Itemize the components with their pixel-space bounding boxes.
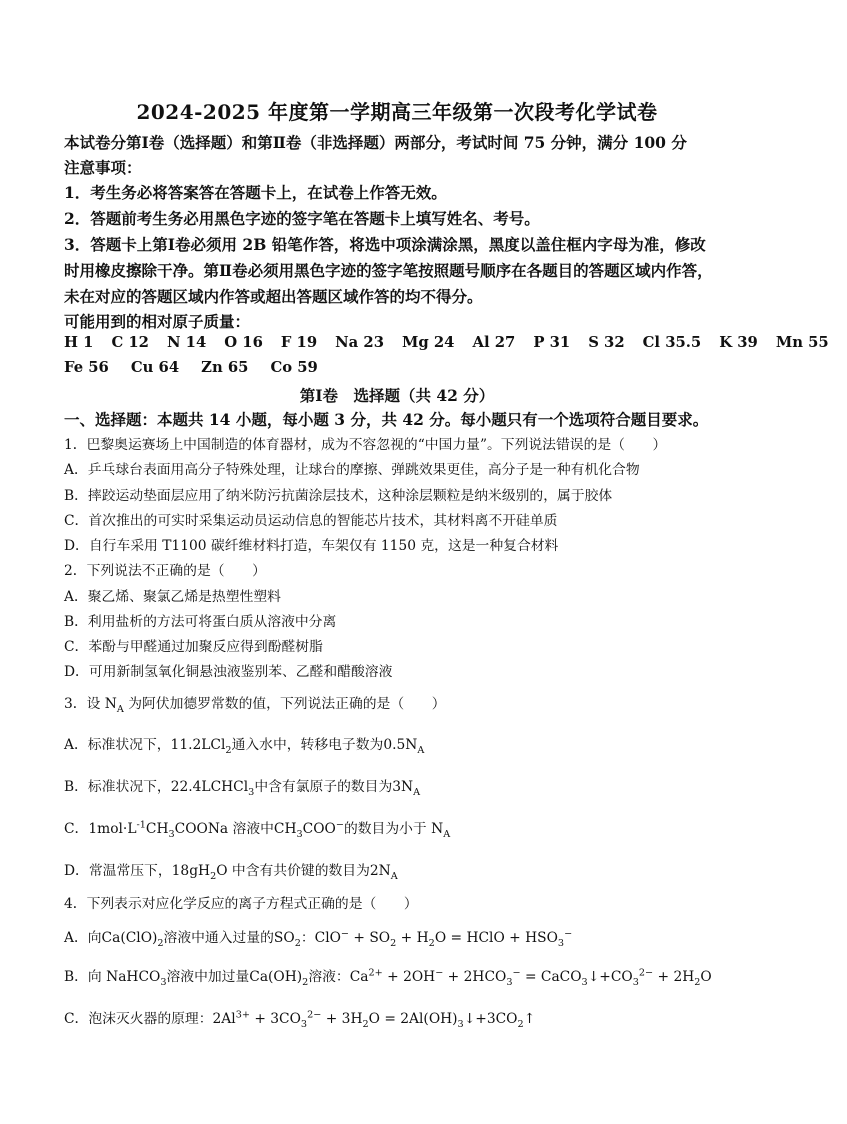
q2-option-a: A．聚乙烯、聚氯乙烯是热塑性塑料 [64, 589, 281, 605]
q3-option-b: B．标准状况下，22.4LCHCl$_3$中含有氯原子的数目为$3N_A$ [64, 779, 421, 798]
q2-stem: 2．下列说法不正确的是（ ） [64, 563, 266, 579]
atomic-mass-item: Al 27 [472, 334, 516, 351]
atomic-mass-row-2 [64, 359, 744, 376]
q2-option-b: B．利用盐析的方法可将蛋白质从溶液中分离 [64, 614, 337, 630]
note-3-cont-2: 未在对应的答题区域内作答或超出答题区域作答的均不得分。 [64, 287, 483, 306]
intro-text: 本试卷分第Ⅰ卷（选择题）和第Ⅱ卷（非选择题）两部分，考试时间 75 分钟，满分 100 分 [64, 133, 687, 152]
atomic-mass-item: Cu 64 [130, 359, 180, 376]
note-3: 3．答题卡上第Ⅰ卷必须用 2B 铅笔作答，将选中项涂满涂黑，黑度以盖住框内字母为准，修改 [64, 235, 706, 254]
note-1: 1．考生务必将答案答在答题卡上，在试卷上作答无效。 [64, 183, 447, 202]
q2-option-c: C．苯酚与甲醛通过加聚反应得到酚醛树脂 [64, 639, 323, 655]
atomic-mass-item: C 12 [111, 334, 149, 351]
q1-option-c: C．首次推出的可实时采集运动员运动信息的智能芯片技术，其材料离不开硅单质 [64, 513, 558, 529]
atomic-mass-item: Zn 65 [201, 359, 249, 376]
section-instructions: 一、选择题：本题共 14 小题，每小题 3 分，共 42 分。每小题只有一个选项符合题目要求。 [64, 410, 709, 429]
atomic-mass-item: F 19 [280, 334, 318, 351]
atomic-mass-item: Mg 24 [402, 334, 455, 351]
atomic-mass-item: P 31 [533, 334, 571, 351]
q4-option-a: A．向$Ca(ClO)_2$溶液中通入过量的$SO_2$：$ClO^- + SO_2 + H_2O$ = HClO + $HSO_3^-$ [64, 928, 573, 949]
atomic-mass-item: Fe 56 [64, 359, 109, 376]
q4-stem: 4．下列表示对应化学反应的离子方程式正确的是（ ） [64, 896, 418, 912]
atomic-mass-item: O 16 [224, 334, 263, 351]
q1-option-a: A．乒乓球台表面用高分子特殊处理，让球台的摩擦、弹跳效果更佳，高分子是一种有机化合物 [64, 462, 640, 478]
q1-stem: 1．巴黎奥运赛场上中国制造的体育器材，成为不容忽视的“中国力量”。下列说法错误的是（ ） [64, 437, 667, 453]
section-title: 第Ⅰ卷 选择题（共 42 分） [299, 386, 495, 405]
q3-stem: 3．设 $N_A$ 为阿伏加德罗常数的值，下列说法正确的是（ ） [64, 696, 446, 715]
atomic-mass-item: Na 23 [335, 334, 384, 351]
notes-heading: 注意事项： [64, 158, 142, 177]
q1-option-d: D．自行车采用 T1100 碳纤维材料打造，车架仅有 1150 克，这是一种复合材料 [64, 538, 559, 554]
q3-option-a: A．标准状况下，11.2LCl$_2$通入水中，转移电子数为$0.5N_A$ [64, 737, 425, 756]
q4-option-c: C．泡沫灭火器的原理：$2Al^{3+} + 3CO_3^{2-} + 3H_2O$ = $2Al(OH)_3↓+3CO_2↑$ [64, 1009, 536, 1030]
q1-option-b: B．摔跤运动垫面层应用了纳米防污抗菌涂层技术，这种涂层颗粒是纳米级别的，属于胶体 [64, 488, 613, 504]
atomic-mass-item: H 1 [64, 334, 94, 351]
exam-title: 2024-2025 年度第一学期高三年级第一次段考化学试卷 [136, 100, 658, 124]
note-2: 2．答题前考生务必用黑色字迹的签字笔在答题卡上填写姓名、考号。 [64, 209, 540, 228]
atomic-mass-item: N 14 [166, 334, 207, 351]
atomic-mass-item: Cl 35.5 [642, 334, 702, 351]
atomic-mass-heading: 可能用到的相对原子质量： [64, 312, 251, 331]
q3-option-d: D．常温常压下，$18gH_2O$ 中含有共价键的数目为$2N_A$ [64, 863, 398, 882]
atomic-mass-item: Co 59 [270, 359, 318, 376]
atomic-mass-row-1 [64, 334, 829, 351]
atomic-mass-item: S 32 [588, 334, 625, 351]
atomic-mass-item: K 39 [719, 334, 758, 351]
q2-option-d: D．可用新制氢氧化铜悬浊液鉴别苯、乙醛和醋酸溶液 [64, 664, 393, 680]
note-3-cont-1: 时用橡皮擦除干净。第Ⅱ卷必须用黑色字迹的签字笔按照题号顺序在各题目的答题区域内作答， [64, 261, 713, 280]
q3-option-c: C．$1mol\cdot L^{-1}CH_3COONa$ 溶液中$CH_3COO^-$的数目为小于 $N_A$ [64, 819, 451, 840]
q4-option-b: B．向 NaHCO$_3$溶液中加过量$Ca(OH)_2$溶液：$Ca^{2+} + 2OH^- + 2HCO_3^-$ = $CaCO_3↓+CO_3^{2-} + 2H_2O$ [64, 967, 712, 988]
atomic-mass-item: Mn 55 [775, 334, 829, 351]
